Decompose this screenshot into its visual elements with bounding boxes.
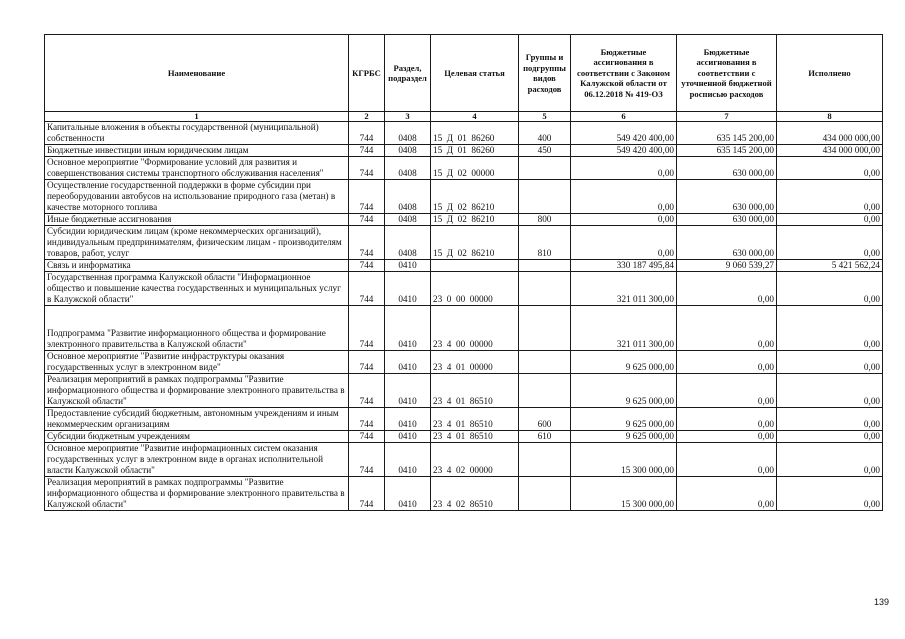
row-executed-amount: 0,00 — [777, 477, 883, 511]
row-target: 23 4 01 86510 — [431, 408, 519, 431]
row-name: Реализация мероприятий в рамках подпрограммы "Развитие информационного общества и формирование электронного правительства в Калужской области" — [45, 374, 349, 408]
row-law-amount: 321 011 300,00 — [571, 272, 677, 306]
row-law-amount: 549 420 400,00 — [571, 122, 677, 145]
row-name: Подпрограмма "Развитие информационного общества и формирование электронного правительства в Калужской области" — [45, 306, 349, 351]
row-group — [519, 374, 571, 408]
table-row — [45, 431, 883, 443]
table-row — [45, 180, 883, 214]
row-refined-amount: 630 000,00 — [677, 157, 777, 180]
row-law-amount: 0,00 — [571, 180, 677, 214]
row-kgrbs: 744 — [349, 443, 385, 477]
row-executed-amount: 434 000 000,00 — [777, 122, 883, 145]
row-section: 0408 — [385, 214, 431, 226]
row-section: 0408 — [385, 145, 431, 157]
row-target: 15 Д 02 86210 — [431, 180, 519, 214]
column-number: 8 — [777, 112, 883, 122]
header-groups: Группы и подгруппы видов расходов — [519, 35, 571, 112]
column-number: 5 — [519, 112, 571, 122]
table-row — [45, 443, 883, 477]
row-target — [431, 260, 519, 272]
row-group: 800 — [519, 214, 571, 226]
row-name: Иные бюджетные ассигнования — [45, 214, 349, 226]
row-section: 0410 — [385, 477, 431, 511]
row-group — [519, 477, 571, 511]
row-target: 23 4 01 86510 — [431, 431, 519, 443]
row-refined-amount: 0,00 — [677, 477, 777, 511]
row-group — [519, 272, 571, 306]
row-group — [519, 157, 571, 180]
row-target: 23 4 00 00000 — [431, 306, 519, 351]
table-row — [45, 272, 883, 306]
row-group: 400 — [519, 122, 571, 145]
row-kgrbs: 744 — [349, 408, 385, 431]
row-law-amount: 549 420 400,00 — [571, 145, 677, 157]
row-name: Предоставление субсидий бюджетным, автономным учреждениям и иным некоммерческим организациям — [45, 408, 349, 431]
row-name: Основное мероприятие "Развитие информационных систем оказания государственных услуг в электронном виде в органах исполнительной власти Калужской области" — [45, 443, 349, 477]
row-refined-amount: 635 145 200,00 — [677, 122, 777, 145]
row-executed-amount: 0,00 — [777, 374, 883, 408]
row-refined-amount: 0,00 — [677, 408, 777, 431]
row-target: 23 4 01 86510 — [431, 374, 519, 408]
row-kgrbs: 744 — [349, 122, 385, 145]
row-executed-amount: 0,00 — [777, 351, 883, 374]
table-row — [45, 214, 883, 226]
row-law-amount: 321 011 300,00 — [571, 306, 677, 351]
row-section: 0410 — [385, 306, 431, 351]
row-name: Субсидии юридическим лицам (кроме некоммерческих организаций), индивидуальным предпринимателям, физическим лицам - производителям товаров, работ, услуг — [45, 226, 349, 260]
row-executed-amount: 0,00 — [777, 306, 883, 351]
row-law-amount: 15 300 000,00 — [571, 443, 677, 477]
row-target: 15 Д 02 86210 — [431, 226, 519, 260]
row-name: Субсидии бюджетным учреждениям — [45, 431, 349, 443]
row-section: 0410 — [385, 408, 431, 431]
row-target: 23 4 01 00000 — [431, 351, 519, 374]
row-refined-amount: 0,00 — [677, 374, 777, 408]
header-name: Наименование — [45, 35, 349, 112]
row-executed-amount: 0,00 — [777, 157, 883, 180]
row-law-amount: 15 300 000,00 — [571, 477, 677, 511]
row-law-amount: 0,00 — [571, 214, 677, 226]
table-row — [45, 374, 883, 408]
header-executed: Исполнено — [777, 35, 883, 112]
column-number: 6 — [571, 112, 677, 122]
row-executed-amount: 434 000 000,00 — [777, 145, 883, 157]
row-kgrbs: 744 — [349, 226, 385, 260]
row-law-amount: 330 187 495,84 — [571, 260, 677, 272]
row-section: 0410 — [385, 260, 431, 272]
column-number: 1 — [45, 112, 349, 122]
row-kgrbs: 744 — [349, 145, 385, 157]
column-number-row — [45, 112, 883, 122]
header-section: Раздел, подраздел — [385, 35, 431, 112]
row-refined-amount: 630 000,00 — [677, 226, 777, 260]
row-refined-amount: 630 000,00 — [677, 214, 777, 226]
row-name: Капитальные вложения в объекты государственной (муниципальной) собственности — [45, 122, 349, 145]
row-executed-amount: 0,00 — [777, 408, 883, 431]
row-law-amount: 0,00 — [571, 157, 677, 180]
row-executed-amount: 0,00 — [777, 214, 883, 226]
table-row — [45, 351, 883, 374]
row-group — [519, 260, 571, 272]
column-number: 2 — [349, 112, 385, 122]
table-row — [45, 157, 883, 180]
row-target: 15 Д 01 86260 — [431, 145, 519, 157]
table-row — [45, 408, 883, 431]
header-refined: Бюджетные ассигнования в соответствии с уточненной бюджетной росписью расходов — [677, 35, 777, 112]
row-refined-amount: 9 060 539,27 — [677, 260, 777, 272]
header-target: Целевая статья — [431, 35, 519, 112]
row-section: 0408 — [385, 180, 431, 214]
row-section: 0410 — [385, 374, 431, 408]
row-refined-amount: 0,00 — [677, 351, 777, 374]
row-refined-amount: 0,00 — [677, 443, 777, 477]
row-kgrbs: 744 — [349, 477, 385, 511]
row-section: 0410 — [385, 431, 431, 443]
table-row — [45, 226, 883, 260]
row-target: 23 4 02 00000 — [431, 443, 519, 477]
header-law: Бюджетные ассигнования в соответствии с Законом Калужской области от 06.12.2018 № 419-ОЗ — [571, 35, 677, 112]
header-kgrbs: КГРБС — [349, 35, 385, 112]
table-row — [45, 477, 883, 511]
row-target: 23 0 00 00000 — [431, 272, 519, 306]
row-target: 23 4 02 86510 — [431, 477, 519, 511]
row-kgrbs: 744 — [349, 214, 385, 226]
row-group — [519, 180, 571, 214]
row-refined-amount: 630 000,00 — [677, 180, 777, 214]
row-kgrbs: 744 — [349, 431, 385, 443]
row-target: 15 Д 02 86210 — [431, 214, 519, 226]
table-row — [45, 145, 883, 157]
row-target: 15 Д 02 00000 — [431, 157, 519, 180]
table-row — [45, 306, 883, 351]
row-name: Реализация мероприятий в рамках подпрограммы "Развитие информационного общества и формирование электронного правительства в Калужской области" — [45, 477, 349, 511]
row-group — [519, 306, 571, 351]
row-kgrbs: 744 — [349, 260, 385, 272]
row-group: 610 — [519, 431, 571, 443]
table-row — [45, 122, 883, 145]
column-number: 4 — [431, 112, 519, 122]
row-name: Основное мероприятие "Формирование условий для развития и совершенствования системы транспортного обслуживания населения" — [45, 157, 349, 180]
row-law-amount: 9 625 000,00 — [571, 351, 677, 374]
row-section: 0408 — [385, 157, 431, 180]
row-executed-amount: 0,00 — [777, 272, 883, 306]
row-group: 810 — [519, 226, 571, 260]
row-name: Осуществление государственной поддержки в форме субсидии при переоборудовании автобусов на использование природного газа (метан) в качестве моторного топлива — [45, 180, 349, 214]
row-kgrbs: 744 — [349, 374, 385, 408]
row-law-amount: 9 625 000,00 — [571, 431, 677, 443]
page-number: 139 — [873, 597, 889, 607]
row-name: Связь и информатика — [45, 260, 349, 272]
row-kgrbs: 744 — [349, 180, 385, 214]
row-executed-amount: 0,00 — [777, 226, 883, 260]
row-law-amount: 9 625 000,00 — [571, 408, 677, 431]
row-section: 0408 — [385, 226, 431, 260]
table-row — [45, 260, 883, 272]
column-number: 3 — [385, 112, 431, 122]
row-section: 0410 — [385, 272, 431, 306]
row-kgrbs: 744 — [349, 157, 385, 180]
row-refined-amount: 0,00 — [677, 272, 777, 306]
budget-table — [44, 34, 883, 511]
row-name: Бюджетные инвестиции иным юридическим лицам — [45, 145, 349, 157]
row-target: 15 Д 01 86260 — [431, 122, 519, 145]
row-executed-amount: 0,00 — [777, 431, 883, 443]
row-executed-amount: 0,00 — [777, 443, 883, 477]
row-name: Основное мероприятие "Развитие инфраструктуры оказания государственных услуг в электронном виде" — [45, 351, 349, 374]
row-kgrbs: 744 — [349, 351, 385, 374]
row-law-amount: 0,00 — [571, 226, 677, 260]
row-executed-amount: 5 421 562,24 — [777, 260, 883, 272]
table-header-row — [45, 35, 883, 112]
row-refined-amount: 0,00 — [677, 306, 777, 351]
row-refined-amount: 0,00 — [677, 431, 777, 443]
row-kgrbs: 744 — [349, 272, 385, 306]
row-group — [519, 351, 571, 374]
table-body — [45, 122, 883, 511]
row-section: 0408 — [385, 122, 431, 145]
row-kgrbs: 744 — [349, 306, 385, 351]
row-section: 0410 — [385, 351, 431, 374]
row-section: 0410 — [385, 443, 431, 477]
row-group — [519, 443, 571, 477]
row-law-amount: 9 625 000,00 — [571, 374, 677, 408]
row-refined-amount: 635 145 200,00 — [677, 145, 777, 157]
row-name: Государственная программа Калужской области "Информационное общество и повышение качества государственных и муниципальных услуг в Калужской области" — [45, 272, 349, 306]
row-group: 450 — [519, 145, 571, 157]
column-number: 7 — [677, 112, 777, 122]
row-executed-amount: 0,00 — [777, 180, 883, 214]
row-group: 600 — [519, 408, 571, 431]
